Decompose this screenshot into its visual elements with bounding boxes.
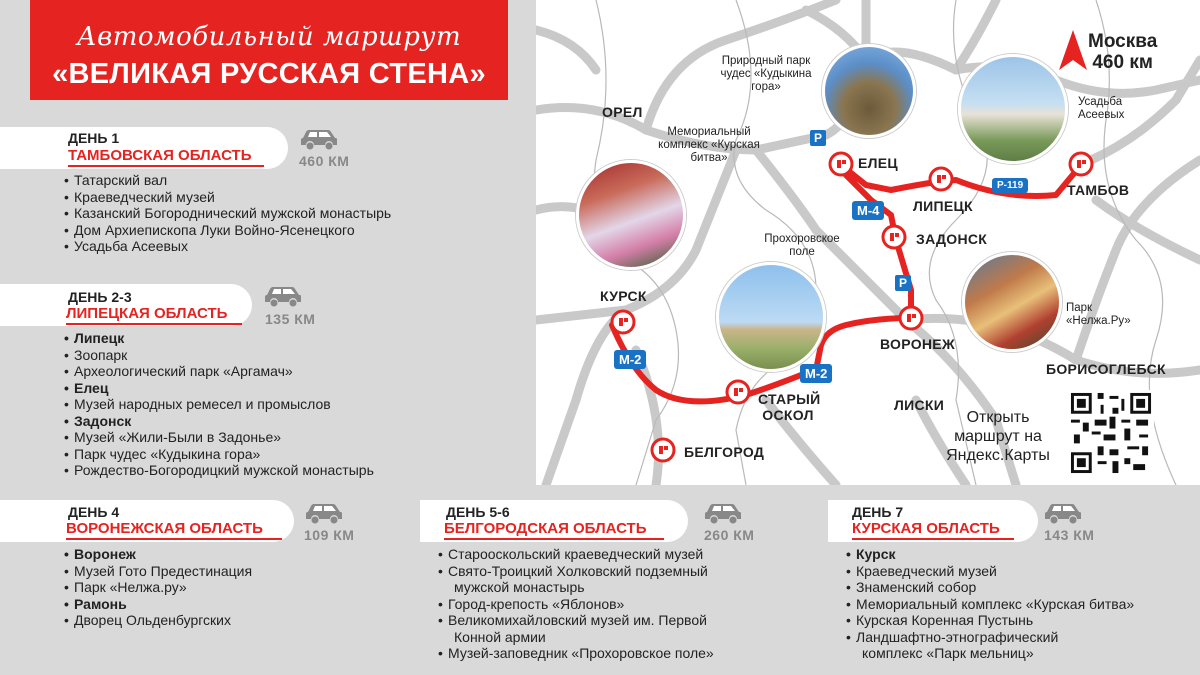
moscow-distance	[1088, 31, 1157, 73]
list-item: • Знаменский собор	[846, 579, 1134, 596]
prokhorovka-photo	[716, 262, 826, 372]
region-label: ТАМБОВСКАЯ ОБЛАСТЬ	[68, 147, 252, 164]
list-item: • Свято-Троицкий Холковский подземный	[438, 563, 714, 580]
list-item: • Парк «Нелжа.ру»	[64, 579, 252, 596]
list-item: • Елец	[64, 380, 374, 397]
city-marker-icon	[650, 437, 676, 463]
poi-label-nelzha: Парк «Нелжа.Ру»	[1066, 302, 1131, 327]
km-label: 460 КМ	[299, 153, 350, 169]
poi-label-prokhorovka: Прохоровское поле	[764, 233, 840, 258]
day-label: ДЕНЬ 5-6	[446, 504, 510, 520]
qr-code-icon[interactable]	[1068, 390, 1154, 476]
city-label-orel: ОРЕЛ	[602, 104, 643, 120]
car-icon	[704, 503, 742, 525]
list-item: • Задонск	[64, 413, 374, 430]
car-icon	[264, 286, 302, 308]
list-item: мужской монастырь	[454, 579, 585, 595]
region-underline	[68, 165, 264, 167]
parking-icon: P	[895, 275, 911, 291]
car-icon	[305, 503, 343, 525]
region-underline	[852, 538, 1014, 540]
parking-icon: P	[810, 130, 826, 146]
day-1-items	[64, 172, 391, 255]
list-item: • Великомихайловский музей им. Первой	[438, 612, 714, 629]
list-item: • Парк чудес «Кудыкина гора»	[64, 446, 374, 463]
city-label-liski: ЛИСКИ	[894, 397, 945, 413]
moscow-name: Москва	[1088, 31, 1158, 52]
day-5-6-items	[438, 546, 714, 662]
list-item: • Курск	[846, 546, 1134, 563]
list-item: • Археологический парк «Аргамач»	[64, 363, 374, 380]
list-item: • Татарский вал	[64, 172, 391, 189]
list-item: • Воронеж	[64, 546, 252, 563]
list-item: • Дворец Ольденбургских	[64, 612, 252, 629]
kursk-battle-photo	[576, 160, 686, 270]
page-title: «ВЕЛИКАЯ РУССКАЯ СТЕНА»	[52, 58, 486, 90]
list-item: • Дом Архиепископа Луки Войно-Ясенецкого	[64, 222, 391, 239]
list-item: • Липецк	[64, 330, 374, 347]
nelzha-photo	[962, 252, 1062, 352]
km-label: 260 КМ	[704, 527, 755, 543]
region-label: КУРСКАЯ ОБЛАСТЬ	[852, 520, 1000, 537]
city-marker-icon	[898, 305, 924, 331]
day-label: ДЕНЬ 4	[68, 504, 120, 520]
city-marker-icon	[610, 309, 636, 335]
car-icon	[1044, 503, 1082, 525]
poi-label-kudykina: Природный парк чудес «Кудыкина гора»	[720, 55, 812, 93]
list-item: • Курская Коренная Пустынь	[846, 612, 1134, 629]
city-label-zadonsk: ЗАДОНСК	[916, 231, 988, 247]
list-item: • Рамонь	[64, 596, 252, 613]
road-badge-r119: Р-119	[992, 178, 1028, 193]
region-label: ЛИПЕЦКАЯ ОБЛАСТЬ	[66, 305, 228, 322]
route-map[interactable]	[536, 0, 1200, 485]
list-item: • Мемориальный комплекс «Курская битва»	[846, 596, 1134, 613]
title-script: Автомобильный маршрут	[76, 22, 462, 52]
km-label: 135 КМ	[265, 311, 316, 327]
list-item: • Зоопарк	[64, 347, 374, 364]
aseev-photo	[958, 54, 1068, 164]
region-label: БЕЛГОРОДСКАЯ ОБЛАСТЬ	[444, 520, 647, 537]
city-marker-icon	[725, 379, 751, 405]
list-item: • Музей народных ремесел и промыслов	[64, 396, 374, 413]
list-item: Конной армии	[454, 628, 546, 645]
day-label: ДЕНЬ 1	[68, 130, 120, 146]
list-item: • Рождество-Богородицкий мужской монастырь	[64, 462, 374, 479]
car-icon	[300, 129, 338, 151]
city-label-borisoglebsk: БОРИСОГЛЕБСК	[1046, 361, 1166, 377]
city-marker-icon	[928, 166, 954, 192]
day-2-3-items	[64, 330, 374, 479]
list-item: • Казанский Богороднический мужской монастырь	[64, 205, 391, 222]
road-badge-m4: М-4	[852, 201, 884, 220]
day-4-items	[64, 546, 252, 629]
road-badge-m2: М-2	[614, 350, 646, 369]
km-label: 109 КМ	[304, 527, 355, 543]
list-item: • Старооскольский краеведческий музей	[438, 546, 714, 563]
day-label: ДЕНЬ 7	[852, 504, 904, 520]
city-label-stary-oskol: СТАРЫЙ ОСКОЛ	[758, 391, 821, 423]
list-item: • Город-крепость «Яблонов»	[438, 596, 714, 613]
day-label: ДЕНЬ 2-3	[68, 289, 132, 305]
region-label: ВОРОНЕЖСКАЯ ОБЛАСТЬ	[66, 520, 263, 537]
open-route-link[interactable]: Открыть маршрут на Яндекс.Карты	[946, 409, 1050, 464]
poi-label-aseev: Усадьба Асеевых	[1078, 96, 1125, 121]
title-banner	[30, 0, 508, 100]
list-item: • Краеведческий музей	[64, 189, 391, 206]
city-label-kursk: КУРСК	[600, 288, 647, 304]
road-badge-m2: М-2	[800, 364, 832, 383]
city-marker-icon	[1068, 151, 1094, 177]
list-item: • Краеведческий музей	[846, 563, 1134, 580]
region-underline	[444, 538, 664, 540]
list-item: • Музей-заповедник «Прохоровское поле»	[438, 645, 714, 662]
city-label-tambov: ТАМБОВ	[1067, 182, 1130, 198]
poi-label-kursk-battle: Мемориальный комплекс «Курская битва»	[658, 126, 760, 164]
kudykina-photo	[822, 44, 916, 138]
region-underline	[66, 323, 242, 325]
day-7-items	[846, 546, 1134, 662]
list-item: • Музей Гото Предестинация	[64, 563, 252, 580]
region-underline	[66, 538, 282, 540]
list-item: • Ландшафтно-этнографический	[846, 629, 1134, 646]
north-arrow-icon	[1059, 30, 1087, 70]
city-marker-icon	[881, 224, 907, 250]
list-item: • Музей «Жили-Были в Задонье»	[64, 429, 374, 446]
city-marker-icon	[828, 151, 854, 177]
city-label-belgorod: БЕЛГОРОД	[684, 444, 765, 460]
city-label-elets: ЕЛЕЦ	[858, 155, 898, 171]
city-label-lipetsk: ЛИПЕЦК	[913, 198, 973, 214]
list-item: комплекс «Парк мельниц»	[862, 645, 1034, 661]
city-label-voronezh: ВОРОНЕЖ	[880, 336, 955, 352]
km-label: 143 КМ	[1044, 527, 1095, 543]
moscow-km: 460 км	[1092, 52, 1153, 73]
list-item: • Усадьба Асеевых	[64, 238, 391, 255]
